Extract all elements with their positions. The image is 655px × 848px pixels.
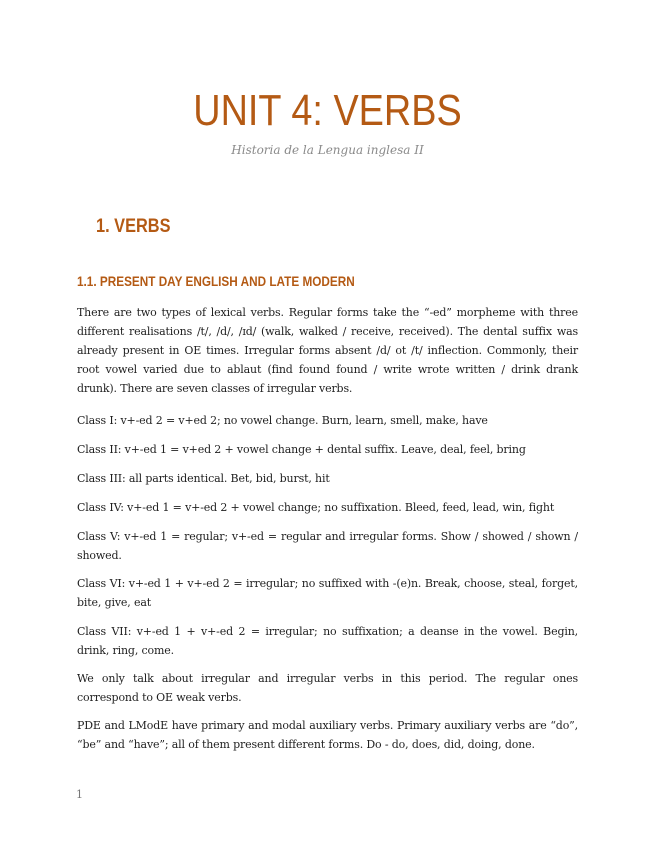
paragraph-class-4: Class IV: v+-ed 1 = v+-ed 2 + vowel change; no suffixation. Bleed, feed, lead, win, fight (77, 501, 555, 514)
paragraph-class-6: Class VI: v+-ed 1 + v+-ed 2 = irregular; no suffixed with -(e)n. Break, choose, steal, forget, bite, give, eat (77, 577, 578, 609)
paragraph-class-3: Class III: all parts identical. Bet, bid, burst, hit (77, 472, 330, 485)
subsection-heading: 1.1. PRESENT DAY ENGLISH AND LATE MODERN (77, 273, 355, 289)
paragraph-auxiliaries: PDE and LModE have primary and modal auxiliary verbs. Primary auxiliary verbs are “do”, “be” and “have”; all of them present different forms. Do - do, does, did, doing, done. (77, 719, 578, 751)
document-subtitle: Historia de la Lengua inglesa II (231, 143, 424, 157)
document-title: UNIT 4: VERBS (193, 86, 462, 135)
paragraph-class-2: Class II: v+-ed 1 = v+ed 2 + vowel change + dental suffix. Leave, deal, feel, bring (77, 443, 526, 456)
paragraph-intro: There are two types of lexical verbs. Regular forms take the “-ed” morpheme with three different realisations /t/, /d/, /ɪd/ (walk, walked / receive, received). The dental suffix was already present in OE times. Irregular forms absent /d/ ot /t/ inflection. Commonly, their root vowel varied due to ablaut (find found found / write wrote written / drink drank drunk). There are seven classes of irregular verbs. (77, 306, 578, 395)
paragraph-class-7: Class VII: v+-ed 1 + v+-ed 2 = irregular; no suffixation; a deanse in the vowel. Begin, drink, ring, come. (77, 625, 578, 657)
paragraph-class-1: Class I: v+-ed 2 = v+ed 2; no vowel change. Burn, learn, smell, make, have (77, 414, 488, 427)
paragraph-regular-note: We only talk about irregular and irregular verbs in this period. The regular ones correspond to OE weak verbs. (77, 672, 578, 704)
page-number: 1 (76, 788, 83, 801)
section-heading-verbs: 1. VERBS (96, 216, 171, 237)
paragraph-class-5: Class V: v+-ed 1 = regular; v+-ed = regular and irregular forms. Show / showed / shown / showed. (77, 530, 578, 562)
